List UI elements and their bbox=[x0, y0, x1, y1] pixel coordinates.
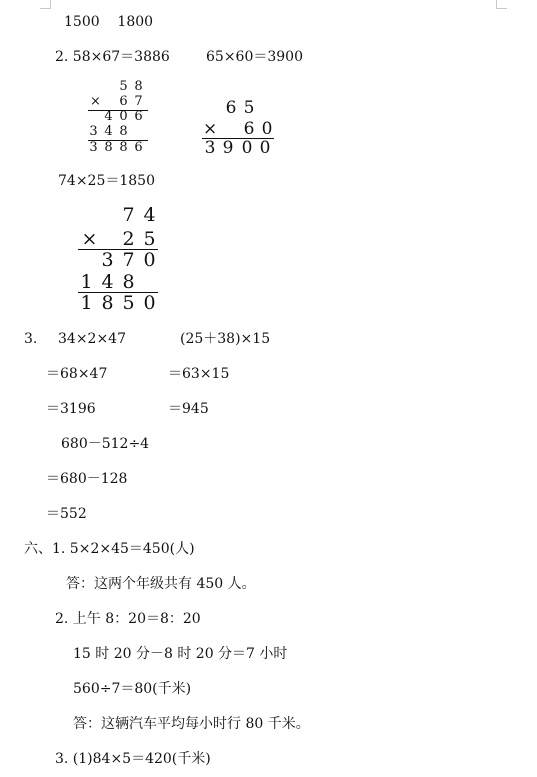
digit: 6 bbox=[225, 98, 237, 118]
digit: 1 bbox=[80, 271, 93, 293]
digit: 4 bbox=[101, 271, 114, 293]
page-corner-mark bbox=[496, 0, 507, 9]
problem-2b-equation: 65×60＝3900 bbox=[206, 49, 303, 65]
digit: 8 bbox=[101, 292, 114, 314]
page-corner-mark bbox=[40, 0, 51, 9]
calc-step: ＝680－128 bbox=[46, 471, 128, 487]
digit: 8 bbox=[134, 79, 143, 94]
digit: 3 bbox=[89, 124, 98, 139]
problem-3-label: 3. bbox=[24, 331, 38, 347]
section-6-problem-3: 3. (1)84×5＝420(千米) bbox=[55, 751, 211, 767]
calc-step: ＝63×15 bbox=[168, 366, 230, 382]
digit: 3 bbox=[204, 138, 216, 158]
vertical-calc-74x25 bbox=[78, 204, 162, 316]
digit: 6 bbox=[134, 109, 143, 124]
digit: 4 bbox=[104, 124, 113, 139]
calc-step: ＝68×47 bbox=[46, 366, 108, 382]
digit: 0 bbox=[143, 292, 156, 314]
answer-line: 1500 1800 bbox=[64, 14, 154, 30]
answer-statement: 答：这辆汽车平均每小时行 80 千米。 bbox=[73, 716, 310, 732]
digit: 5 bbox=[243, 98, 255, 118]
digit: 5 bbox=[119, 79, 128, 94]
calc-step: 680－512÷4 bbox=[61, 436, 150, 452]
answer-statement: 答：这两个年级共有 450 人。 bbox=[66, 576, 256, 592]
calc-step: 560÷7＝80(千米) bbox=[73, 681, 192, 697]
calc-step: 34×2×47 bbox=[58, 331, 126, 347]
digit: 7 bbox=[134, 94, 143, 109]
digit: 0 bbox=[143, 249, 156, 271]
digit: 0 bbox=[261, 119, 273, 139]
digit: 5 bbox=[143, 228, 156, 250]
calc-step: ＝3196 bbox=[46, 401, 96, 417]
digit: 7 bbox=[122, 204, 135, 226]
digit: 8 bbox=[119, 124, 128, 139]
problem-2a-equation: 2. 58×67＝3886 bbox=[55, 49, 170, 65]
digit: 7 bbox=[122, 249, 135, 271]
multiply-sign: × bbox=[90, 94, 101, 109]
digit: 4 bbox=[143, 204, 156, 226]
digit: 3 bbox=[89, 140, 98, 155]
section-6-problem-2: 2. 上午 8：20＝8：20 bbox=[55, 611, 201, 627]
calc-step: 15 时 20 分－8 时 20 分＝7 小时 bbox=[73, 646, 288, 662]
calc-step: ＝552 bbox=[46, 506, 87, 522]
problem-2c-equation: 74×25＝1850 bbox=[58, 173, 155, 189]
digit: 0 bbox=[119, 109, 128, 124]
calc-step: ＝945 bbox=[168, 401, 209, 417]
digit: 5 bbox=[122, 292, 135, 314]
digit: 1 bbox=[80, 292, 93, 314]
digit: 8 bbox=[122, 271, 135, 293]
digit: 9 bbox=[222, 138, 234, 158]
digit: 2 bbox=[122, 228, 135, 250]
digit: 8 bbox=[104, 140, 113, 155]
calc-step: (25＋38)×15 bbox=[180, 331, 271, 347]
vertical-calc-58x67 bbox=[86, 80, 156, 160]
section-6-problem-1: 六、1. 5×2×45＝450(人) bbox=[24, 541, 195, 557]
digit: 4 bbox=[104, 109, 113, 124]
multiply-sign: × bbox=[203, 119, 218, 139]
digit: 6 bbox=[119, 94, 128, 109]
digit: 6 bbox=[134, 140, 143, 155]
digit: 3 bbox=[101, 249, 114, 271]
digit: 6 bbox=[243, 119, 255, 139]
digit: 0 bbox=[259, 138, 271, 158]
vertical-calc-65x60 bbox=[200, 98, 280, 162]
digit: 0 bbox=[241, 138, 253, 158]
digit: 8 bbox=[119, 140, 128, 155]
multiply-sign: × bbox=[81, 228, 98, 250]
